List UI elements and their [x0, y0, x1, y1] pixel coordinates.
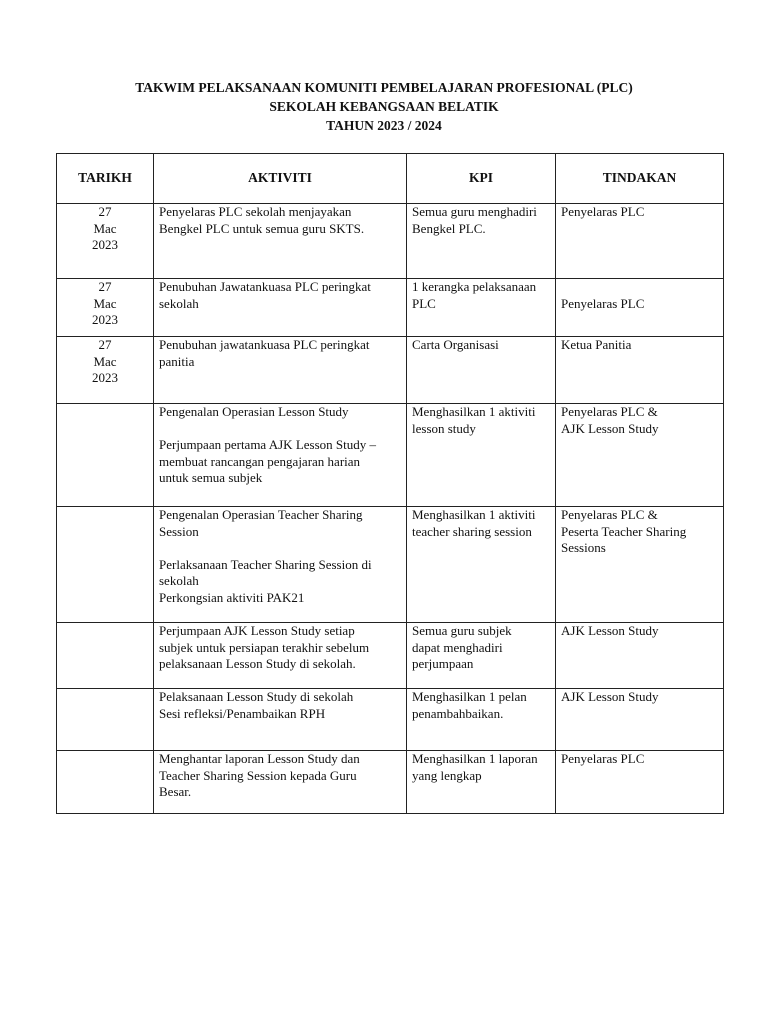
cell-blank-line	[159, 421, 401, 438]
cell-tindakan	[556, 279, 724, 337]
table-row	[57, 204, 724, 279]
cell-text-line: Session	[159, 523, 199, 539]
cell-text-line: subjek untuk persiapan terakhir sebelum	[159, 639, 370, 655]
cell-text-line: Penyelaras PLC	[561, 204, 645, 219]
cell-text-line: Pelaksanaan Lesson Study di sekolah	[159, 689, 354, 704]
cell-text-line: panitia	[159, 353, 195, 369]
cell-text-line: AJK Lesson Study	[561, 689, 659, 704]
title-line-1: TAKWIM PELAKSANAAN KOMUNITI PEMBELAJARAN PROFESIONAL (PLC)	[135, 80, 633, 95]
header-kpi: KPI	[407, 154, 556, 204]
table-body	[57, 204, 724, 814]
cell-text-line: Perjumpaan AJK Lesson Study setiap	[159, 623, 355, 638]
cell-text-line: membuat rancangan pengajaran harian	[159, 453, 361, 469]
cell-text-line: Penyelaras PLC &	[561, 507, 658, 522]
cell-text-line: sekolah	[159, 295, 199, 311]
cell-text-line: 27	[98, 204, 112, 219]
cell-text-line: 1 kerangka pelaksanaan	[412, 279, 537, 294]
cell-text-line: Penubuhan Jawatankuasa PLC peringkat	[159, 279, 371, 294]
cell-aktiviti	[154, 689, 407, 751]
cell-text-line: Menghasilkan 1 aktiviti	[412, 507, 536, 522]
cell-tarikh	[57, 751, 154, 814]
cell-tindakan	[556, 689, 724, 751]
cell-text-line: Mac	[93, 353, 117, 369]
cell-text-line: PLC	[412, 295, 436, 311]
cell-tindakan	[556, 507, 724, 623]
cell-text-line: Penyelaras PLC &	[561, 404, 658, 419]
cell-aktiviti	[154, 204, 407, 279]
cell-text-line: Menghasilkan 1 aktiviti	[412, 404, 536, 419]
cell-text-line: sekolah	[159, 573, 199, 588]
cell-text-line: perjumpaan	[412, 656, 474, 671]
cell-text-line: lesson study	[412, 420, 476, 436]
document-title	[0, 78, 768, 135]
cell-text-line: Bengkel PLC.	[412, 220, 486, 236]
header-tarikh: TARIKH	[57, 154, 154, 204]
cell-text-line: untuk semua subjek	[159, 470, 263, 485]
cell-kpi	[407, 751, 556, 814]
cell-text-line: yang lengkap	[412, 767, 482, 783]
table-row	[57, 623, 724, 689]
cell-text-line: Semua guru subjek	[412, 623, 512, 638]
cell-tarikh	[57, 279, 154, 337]
table-row	[57, 751, 724, 814]
cell-text-line: Penyelaras PLC	[561, 751, 645, 766]
cell-text-line: 2023	[92, 237, 118, 252]
cell-text-line: Menghasilkan 1 laporan	[412, 751, 538, 766]
cell-aktiviti	[154, 507, 407, 623]
cell-text-line: Teacher Sharing Session kepada Guru	[159, 767, 357, 783]
cell-text-line: 2023	[92, 370, 118, 385]
cell-blank-line	[159, 540, 401, 557]
cell-kpi	[407, 689, 556, 751]
cell-text-line: Pengenalan Operasian Lesson Study	[159, 404, 349, 419]
cell-text-line: Perlaksanaan Teacher Sharing Session di	[159, 556, 372, 572]
cell-text-line: penambahbaikan.	[412, 705, 504, 721]
cell-text-line: Perkongsian aktiviti PAK21	[159, 589, 305, 605]
cell-text-line: teacher sharing session	[412, 523, 532, 539]
header-tindakan: TINDAKAN	[556, 154, 724, 204]
cell-aktiviti	[154, 623, 407, 689]
cell-blank-line	[561, 279, 718, 296]
header-aktiviti: AKTIVITI	[154, 154, 407, 204]
cell-kpi	[407, 279, 556, 337]
table-row	[57, 404, 724, 507]
cell-tarikh	[57, 204, 154, 279]
cell-text-line: Penyelaras PLC	[561, 295, 645, 311]
cell-tarikh	[57, 404, 154, 507]
cell-text-line: Pengenalan Operasian Teacher Sharing	[159, 507, 363, 522]
table-row	[57, 337, 724, 404]
cell-text-line: Penubuhan jawatankuasa PLC peringkat	[159, 337, 370, 352]
cell-tindakan	[556, 623, 724, 689]
cell-text-line: 27	[98, 279, 112, 294]
cell-text-line: 2023	[92, 312, 118, 327]
cell-text-line: AJK Lesson Study	[561, 623, 659, 638]
cell-text-line: Mac	[93, 295, 117, 311]
cell-aktiviti	[154, 279, 407, 337]
table-header-row	[57, 154, 724, 204]
title-line-2: SEKOLAH KEBANGSAAN BELATIK	[269, 99, 499, 114]
cell-tindakan	[556, 337, 724, 404]
cell-tarikh	[57, 623, 154, 689]
title-line-3: TAHUN 2023 / 2024	[326, 118, 442, 133]
cell-kpi	[407, 507, 556, 623]
cell-tarikh	[57, 337, 154, 404]
table-row	[57, 689, 724, 751]
cell-text-line: dapat menghadiri	[412, 639, 503, 655]
cell-text-line: Carta Organisasi	[412, 337, 499, 352]
cell-text-line: Peserta Teacher Sharing	[561, 523, 687, 539]
cell-text-line: Bengkel PLC untuk semua guru SKTS.	[159, 220, 365, 236]
cell-text-line: Semua guru menghadiri	[412, 204, 537, 219]
cell-text-line: Besar.	[159, 784, 192, 799]
cell-aktiviti	[154, 751, 407, 814]
cell-text-line: Menghantar laporan Lesson Study dan	[159, 751, 360, 766]
cell-text-line: AJK Lesson Study	[561, 420, 659, 436]
cell-kpi	[407, 623, 556, 689]
cell-kpi	[407, 404, 556, 507]
cell-text-line: Sessions	[561, 540, 606, 555]
cell-text-line: Ketua Panitia	[561, 337, 632, 352]
cell-text-line: Menghasilkan 1 pelan	[412, 689, 527, 704]
cell-text-line: 27	[98, 337, 112, 352]
table-row	[57, 507, 724, 623]
cell-text-line: Sesi refleksi/Penambaikan RPH	[159, 705, 326, 721]
cell-aktiviti	[154, 337, 407, 404]
cell-tindakan	[556, 204, 724, 279]
cell-tindakan	[556, 751, 724, 814]
cell-tarikh	[57, 689, 154, 751]
cell-text-line: Perjumpaan pertama AJK Lesson Study –	[159, 437, 376, 452]
cell-text-line: pelaksanaan Lesson Study di sekolah.	[159, 656, 356, 671]
cell-tindakan	[556, 404, 724, 507]
table-row	[57, 279, 724, 337]
cell-kpi	[407, 204, 556, 279]
plc-schedule-table	[56, 153, 724, 814]
cell-kpi	[407, 337, 556, 404]
cell-text-line: Penyelaras PLC sekolah menjayakan	[159, 204, 352, 219]
cell-text-line: Mac	[93, 220, 117, 236]
cell-tarikh	[57, 507, 154, 623]
cell-aktiviti	[154, 404, 407, 507]
